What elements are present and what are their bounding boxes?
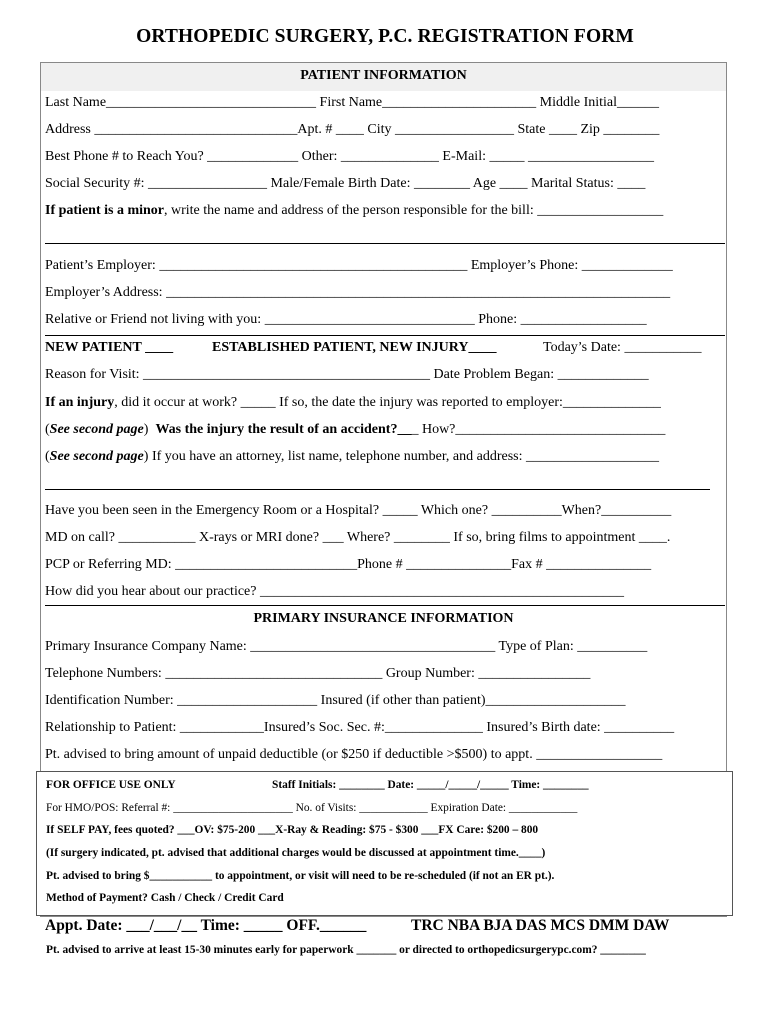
- accident-how: _ How?______________________________: [411, 422, 666, 437]
- name-row[interactable]: Last Name______________________________ First Name______________________ Middle Initial______: [45, 95, 660, 110]
- er-row[interactable]: Have you been seen in the Emergency Room or a Hospital? _____ Which one? __________When?__________: [45, 503, 672, 518]
- injury-row[interactable]: [45, 395, 661, 411]
- established-patient-field[interactable]: ESTABLISHED PATIENT, NEW INJURY____: [212, 340, 497, 355]
- appointment-row[interactable]: Appt. Date: ___/___/__ Time: _____ OFF.______: [45, 917, 367, 934]
- todays-date-field[interactable]: Today’s Date: ___________: [543, 340, 702, 355]
- accident-question: Was the injury the result of an accident?__: [155, 422, 412, 437]
- insurance-company-row[interactable]: Primary Insurance Company Name: ___________________________________ Type of Plan: __________: [45, 639, 648, 654]
- patient-info-heading: PATIENT INFORMATION: [300, 68, 467, 83]
- employer-row[interactable]: Patient’s Employer: ____________________________________________ Employer’s Phone: _____________: [45, 258, 673, 273]
- insurance-phone-row[interactable]: Telephone Numbers: _______________________________ Group Number: ________________: [45, 666, 591, 681]
- ssn-row[interactable]: Social Security #: _________________ Male/Female Birth Date: ________ Age ____ Marital Status: ____: [45, 176, 646, 191]
- new-patient-field[interactable]: NEW PATIENT ____: [45, 340, 174, 355]
- referral-source-row[interactable]: How did you hear about our practice? ____________________________________________________: [45, 584, 624, 599]
- form-title: ORTHOPEDIC SURGERY, P.C. REGISTRATION FORM: [136, 26, 634, 47]
- employer-address-row[interactable]: Employer’s Address: ________________________________________________________________________: [45, 285, 671, 300]
- injury-label: If an injury: [45, 395, 115, 410]
- relative-row[interactable]: Relative or Friend not living with you: ______________________________ Phone: __________________: [45, 312, 647, 327]
- md-row[interactable]: MD on call? ___________ X-rays or MRI done? ___ Where? ________ If so, bring films to appointment ____.: [45, 530, 671, 545]
- blank-line[interactable]: [45, 489, 710, 490]
- office-use-label: FOR OFFICE USE ONLY: [46, 779, 176, 791]
- attorney-row[interactable]: (See second page) If you have an attorney, list name, telephone number, and address: ___________________: [45, 449, 660, 464]
- arrival-note[interactable]: Pt. advised to arrive at least 15-30 minutes early for paperwork _______ or directed to orthopedicsurgerypc.com? ________: [46, 944, 646, 956]
- deductible-row[interactable]: Pt. advised to bring amount of unpaid deductible (or $250 if deductible >$500) to appt. __________________: [45, 747, 663, 762]
- address-row[interactable]: Address _____________________________Apt. # ____ City _________________ State ____ Zip ________: [45, 122, 660, 137]
- see-second-page-note: See second page: [49, 422, 144, 437]
- identification-row[interactable]: Identification Number: ____________________ Insured (if other than patient)____________________: [45, 693, 626, 708]
- staff-initials-row[interactable]: Staff Initials: ________ Date: _____/_____/_____ Time: ________: [272, 779, 589, 791]
- relationship-row[interactable]: Relationship to Patient: ____________Insured’s Soc. Sec. #:______________ Insured’s Birth date: __________: [45, 720, 675, 735]
- self-pay-row[interactable]: If SELF PAY, fees quoted? ___OV: $75-200 ___X-Ray & Reading: $75 - $300 ___FX Care: $200 – 800: [46, 824, 539, 836]
- provider-codes[interactable]: TRC NBA BJA DAS MCS DMM DAW: [411, 917, 670, 934]
- blank-line[interactable]: [45, 243, 725, 244]
- accident-row[interactable]: (See second page) Was the injury the result of an accident?___ How?______________________________: [45, 422, 666, 437]
- reason-row[interactable]: Reason for Visit: _________________________________________ Date Problem Began: _____________: [45, 367, 649, 382]
- minor-row[interactable]: [45, 203, 663, 219]
- bring-amount-row[interactable]: Pt. advised to bring $___________ to appointment, or visit will need to be re-scheduled (if not an ER pt.).: [46, 870, 555, 882]
- surgery-note-row[interactable]: (If surgery indicated, pt. advised that additional charges would be discussed at appointment time.____): [46, 847, 546, 859]
- see-second-page-note: See second page: [49, 449, 144, 464]
- section-divider: [45, 605, 725, 606]
- insurance-heading: PRIMARY INSURANCE INFORMATION: [253, 611, 514, 626]
- attorney-text: If you have an attorney, list name, telephone number, and address: ___________________: [148, 449, 660, 464]
- hmo-row[interactable]: For HMO/POS: Referral #: _____________________ No. of Visits: ____________ Expiration Date: ____________: [46, 802, 578, 814]
- payment-method-row[interactable]: Method of Payment? Cash / Check / Credit Card: [46, 892, 284, 904]
- pcp-row[interactable]: PCP or Referring MD: __________________________Phone # _______________Fax # _______________: [45, 557, 652, 572]
- section-divider: [45, 335, 725, 336]
- injury-text: , did it occur at work? _____ If so, the date the injury was reported to employer:______________: [114, 395, 661, 410]
- minor-text: , write the name and address of the person responsible for the bill: __________________: [164, 203, 664, 218]
- minor-label: If patient is a minor: [45, 203, 164, 218]
- phone-row[interactable]: Best Phone # to Reach You? _____________ Other: ______________ E-Mail: _____ __________________: [45, 149, 654, 164]
